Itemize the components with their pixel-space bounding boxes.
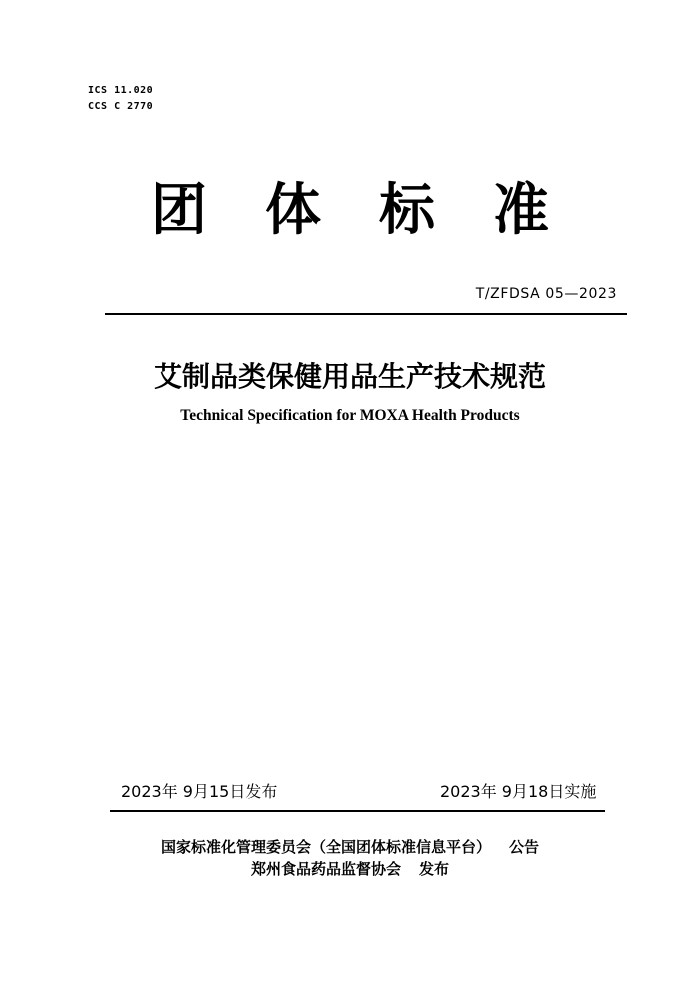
group-standard-heading [0,176,700,246]
implementation-date: 2023年 9月18日实施 [440,782,597,801]
bottom-divider [110,810,605,812]
document-title-zh: 艾制品类保健用品生产技术规范 [153,360,546,393]
ics-code: ICS 11.020 [88,85,154,96]
top-divider [105,313,627,315]
announcer-line [0,836,700,857]
announce-label: 公告 [509,838,540,856]
standard-number: T/ZFDSA 05—2023 [475,286,617,302]
heading-char-3: 标 [379,178,435,243]
document-title-en: Technical Specification for MOXA Health Products [180,407,520,424]
issue-label: 发布 [419,860,450,878]
publish-date: 2023年 9月15日发布 [121,782,278,801]
issuer-line [0,858,700,879]
heading-char-2: 体 [265,178,321,243]
ccs-code: CCS C 2770 [88,101,154,112]
announcer-name: 国家标准化管理委员会（全国团体标准信息平台） [160,838,491,856]
issuer-name: 郑州食品药品监督协会 [250,860,401,878]
heading-char-4: 准 [493,178,549,243]
heading-char-1: 团 [151,178,207,243]
